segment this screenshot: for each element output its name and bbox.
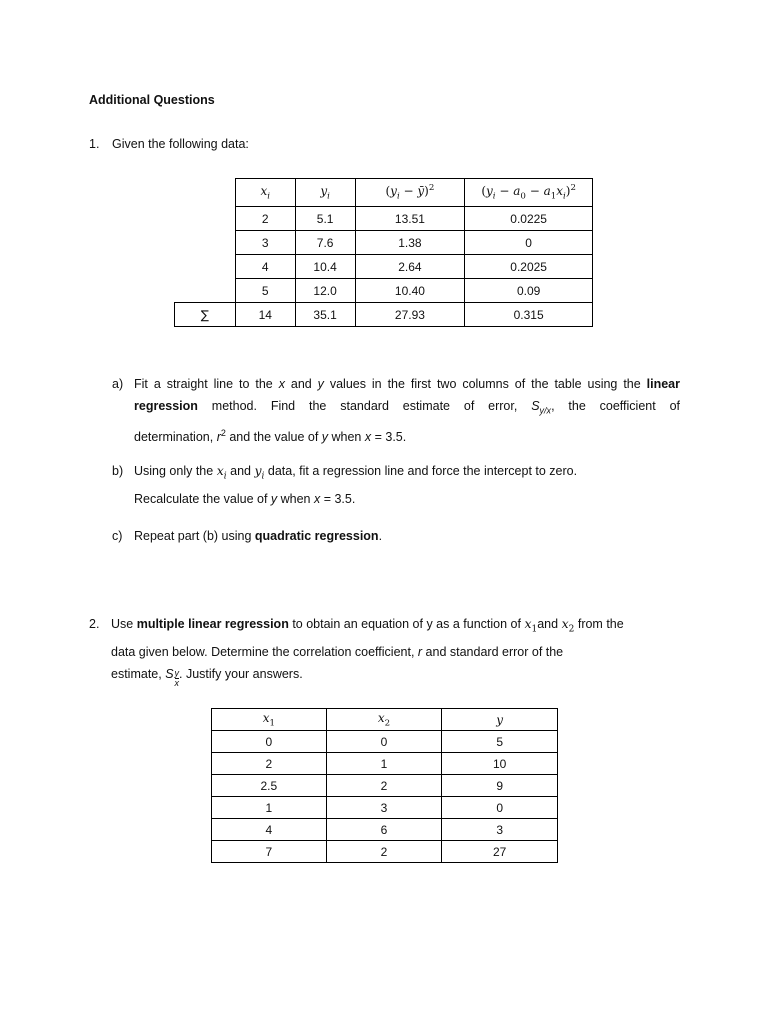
table-cell: 6	[326, 819, 442, 841]
header-y: y	[442, 709, 558, 731]
page-heading: Additional Questions	[89, 93, 215, 107]
part-b-text	[134, 460, 680, 510]
part-c-label: c)	[112, 529, 123, 543]
data-table-2	[211, 708, 558, 863]
table-cell: 5	[235, 279, 295, 303]
header-sse: $(y_i - a_0 - a_1x_i)^2$	[465, 179, 593, 207]
table-cell: 1.38	[355, 231, 465, 255]
table-cell: 3	[326, 797, 442, 819]
table-1-header-row	[175, 179, 593, 207]
table-cell: 5	[442, 731, 558, 753]
table-cell: 10.4	[295, 255, 355, 279]
question-2-line-1: Use multiple linear regression to obtain an equation of y as a function of $x_1and$ $x_2$ from the	[111, 616, 624, 635]
table-row	[175, 207, 593, 231]
table-cell: 2	[326, 841, 442, 863]
table-cell: 12.0	[295, 279, 355, 303]
table-cell: 0	[465, 231, 593, 255]
question-1-intro: Given the following data:	[112, 137, 249, 151]
table-cell: 14	[235, 303, 295, 327]
table-cell: 7.6	[295, 231, 355, 255]
table-1-corner	[175, 179, 236, 207]
question-2-line-2: data given below. Determine the correlation coefficient, r and standard error of the	[111, 644, 564, 659]
table-row	[175, 231, 593, 255]
question-2-line-3: estimate, S $\frac{y}{x}$ . Justify your answers.	[111, 666, 303, 688]
table-cell: 35.1	[295, 303, 355, 327]
table-row	[175, 279, 593, 303]
table-cell: 2	[235, 207, 295, 231]
table-cell: 10.40	[355, 279, 465, 303]
table-cell: 0.315	[465, 303, 593, 327]
header-xi: $x_i$	[235, 179, 295, 207]
data-table-1	[174, 178, 593, 327]
table-cell: 1	[326, 753, 442, 775]
table-cell: 2	[326, 775, 442, 797]
table-row	[212, 797, 558, 819]
table-row	[212, 753, 558, 775]
table-cell: 27	[442, 841, 558, 863]
table-row	[212, 841, 558, 863]
header-x2: $x_2$	[326, 709, 442, 731]
question-1-number: 1.	[89, 137, 100, 151]
table-row	[212, 731, 558, 753]
table-cell: 13.51	[355, 207, 465, 231]
table-row	[212, 819, 558, 841]
part-b-line-2: Recalculate the value of y when x = 3.5.	[134, 491, 356, 506]
part-a-line-2: regression method. Find the standard estimate of error, $S_{y/x}$, the coefficient of	[134, 399, 680, 416]
sum-symbol: ∑	[175, 303, 236, 327]
table-cell: 5.1	[295, 207, 355, 231]
table-row	[175, 255, 593, 279]
table-cell: 0.09	[465, 279, 593, 303]
syx-fraction: $\frac{y}{x}$	[174, 667, 180, 688]
table-cell: 0.0225	[465, 207, 593, 231]
part-b-label: b)	[112, 464, 124, 478]
question-2-text	[111, 613, 681, 688]
table-cell: 0	[326, 731, 442, 753]
part-b-line-1: Using only the $x_i$ and $y_i$ data, fit a regression line and force the intercept to zero.	[134, 463, 578, 482]
part-a-line-3: determination, $r^2$ and the value of y when x = 3.5.	[134, 427, 407, 444]
table-2-header-row	[212, 709, 558, 731]
header-x1: $x_1$	[212, 709, 327, 731]
table-cell: 3	[235, 231, 295, 255]
table-cell: 2.64	[355, 255, 465, 279]
question-2-number: 2.	[89, 617, 100, 631]
header-yi: $y_i$	[295, 179, 355, 207]
table-cell: 9	[442, 775, 558, 797]
table-cell: 1	[212, 797, 327, 819]
table-cell: 0	[212, 731, 327, 753]
table-sum-row	[175, 303, 593, 327]
part-a-text	[134, 373, 680, 448]
table-cell: 7	[212, 841, 327, 863]
table-cell: 0	[442, 797, 558, 819]
table-cell: 10	[442, 753, 558, 775]
table-cell: 2.5	[212, 775, 327, 797]
table-cell: 3	[442, 819, 558, 841]
part-a-line-1: Fit a straight line to the x and y values in the first two columns of the table using the linear	[134, 377, 680, 391]
table-cell: 4	[212, 819, 327, 841]
table-row	[212, 775, 558, 797]
table-cell: 2	[212, 753, 327, 775]
part-c-text: Repeat part (b) using quadratic regression.	[134, 529, 383, 543]
part-a-label: a)	[112, 377, 124, 391]
table-cell: 27.93	[355, 303, 465, 327]
table-cell: 0.2025	[465, 255, 593, 279]
table-cell: 4	[235, 255, 295, 279]
header-sst: ($y_i$ − ȳ)$^2$	[355, 179, 465, 207]
